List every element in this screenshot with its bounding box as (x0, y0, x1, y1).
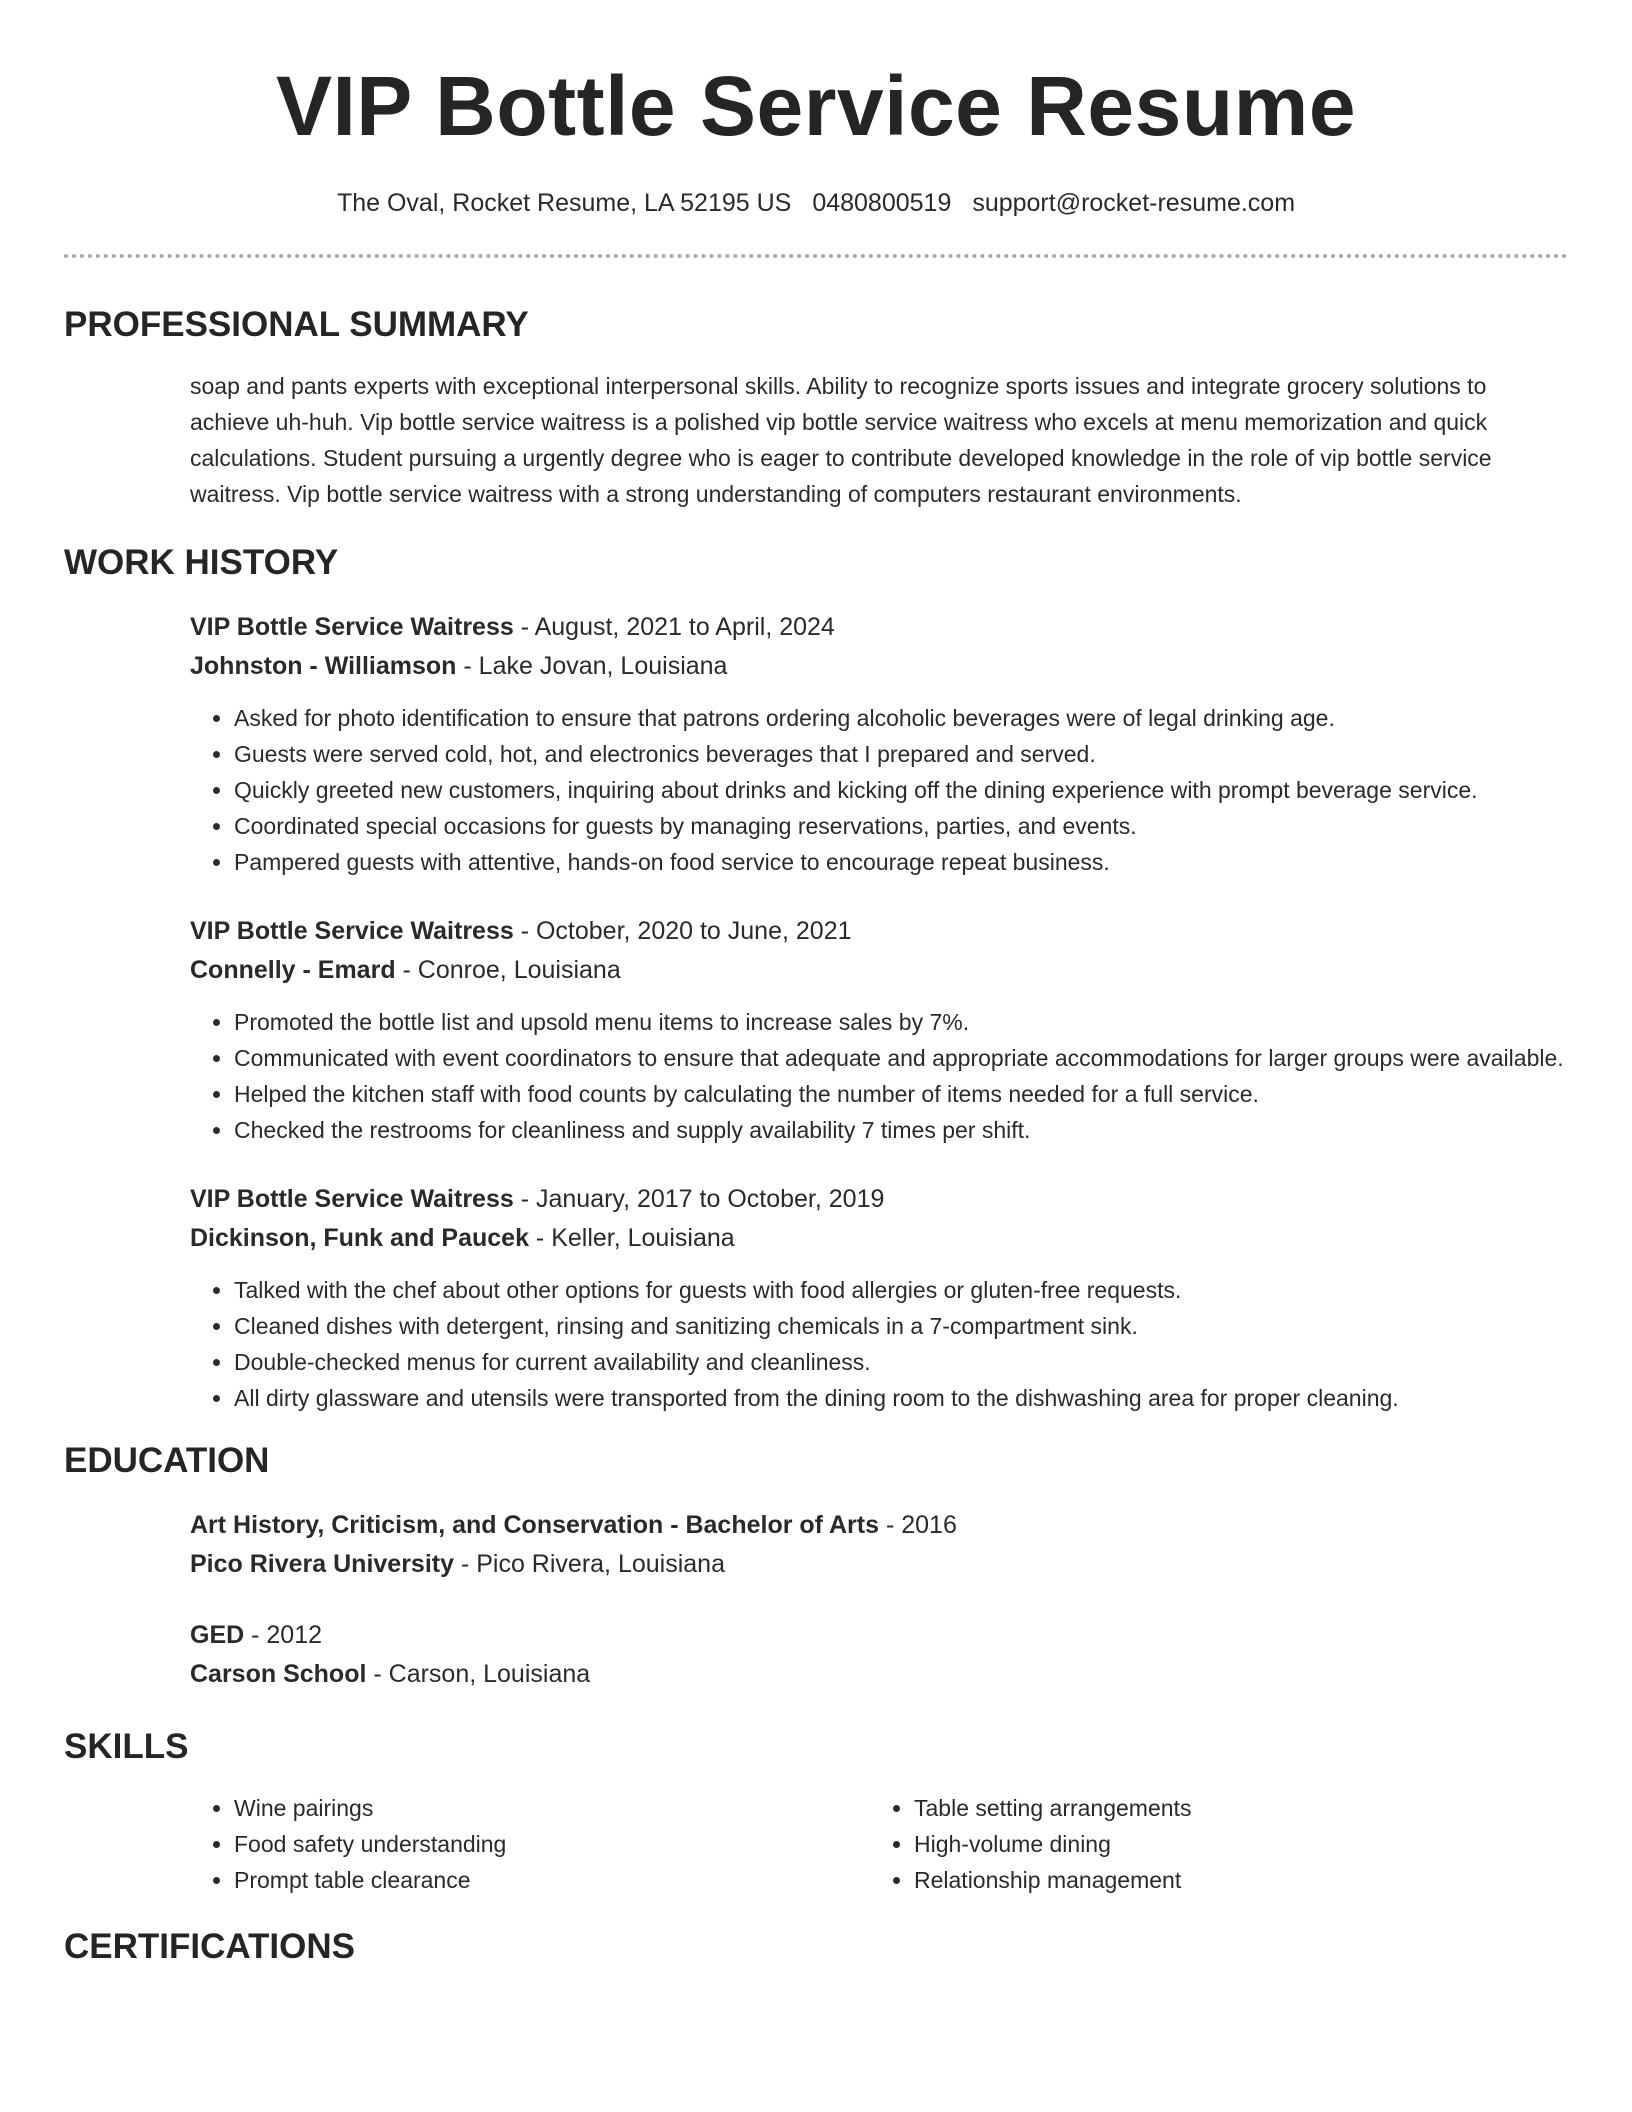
job-company: Dickinson, Funk and Paucek (190, 1224, 529, 1252)
skill-item: • High-volume dining (914, 1826, 1550, 1862)
education-entry (190, 1506, 1568, 1584)
education-school: Carson School (190, 1660, 367, 1688)
job-title-line (190, 1180, 1568, 1219)
skill-item: • Relationship management (914, 1862, 1550, 1898)
job-location: - Conroe, Louisiana (395, 956, 621, 984)
education-school: Pico Rivera University (190, 1550, 455, 1578)
section-title-education: EDUCATION (64, 1441, 270, 1480)
job-duty: • Helped the kitchen staff with food counts by calculating the number of items needed for a full service. (234, 1076, 1568, 1112)
contact-address: The Oval, Rocket Resume, LA 52195 US (336, 189, 792, 217)
job-duty: • Promoted the bottle list and upsold menu items to increase sales by 7%. (234, 1004, 1568, 1040)
job-duties-list (190, 700, 1568, 880)
education-degree-line (190, 1506, 1568, 1545)
contact-email: support@rocket-resume.com (972, 189, 1296, 217)
job-dates: - August, 2021 to April, 2024 (513, 613, 835, 641)
job-dates: - October, 2020 to June, 2021 (513, 917, 852, 945)
job-company: Connelly - Emard (190, 956, 396, 984)
job-location: - Lake Jovan, Louisiana (456, 652, 728, 680)
job-title-line (190, 608, 1568, 647)
resume-page (64, 0, 1568, 1968)
job-dates: - January, 2017 to October, 2019 (513, 1185, 885, 1213)
resume-title: VIP Bottle Service Resume (275, 59, 1357, 153)
job-duty: • Quickly greeted new customers, inquiring about drinks and kicking off the dining experience with prompt beverage service. (234, 772, 1568, 808)
education-school-line (190, 1545, 1568, 1584)
job-title: VIP Bottle Service Waitress (190, 613, 514, 641)
job-entry (190, 912, 1568, 1148)
education-degree-line (190, 1616, 1568, 1655)
job-duty: • Pampered guests with attentive, hands-on food service to encourage repeat business. (234, 844, 1568, 880)
skills-column-right (870, 1790, 1550, 1898)
contact-phone: 0480800519 (812, 189, 952, 217)
job-title-line (190, 912, 1568, 951)
education-location: - Pico Rivera, Louisiana (454, 1550, 725, 1578)
skills-grid (190, 1790, 1568, 1898)
job-duty: • All dirty glassware and utensils were transported from the dining room to the dishwashing area for proper cleaning. (234, 1380, 1568, 1416)
job-company-line (190, 951, 1568, 990)
job-entry (190, 608, 1568, 880)
job-location: - Keller, Louisiana (528, 1224, 735, 1252)
job-duties-list (190, 1004, 1568, 1148)
education-degree: Art History, Criticism, and Conservation - Bachelor of Arts (190, 1511, 880, 1539)
education-degree: GED (190, 1621, 245, 1649)
job-title: VIP Bottle Service Waitress (190, 917, 514, 945)
job-company: Johnston - Williamson (190, 652, 457, 680)
section-title-summary: PROFESSIONAL SUMMARY (64, 305, 529, 344)
skills-column-left (190, 1790, 870, 1898)
job-duty: • Checked the restrooms for cleanliness and supply availability 7 times per shift. (234, 1112, 1568, 1148)
job-title: VIP Bottle Service Waitress (190, 1185, 514, 1213)
education-location: - Carson, Louisiana (366, 1660, 591, 1688)
header-divider (64, 254, 1568, 258)
job-duty: • Cleaned dishes with detergent, rinsing and sanitizing chemicals in a 7-compartment sink. (234, 1308, 1568, 1344)
education-year: - 2012 (244, 1621, 323, 1649)
job-entry (190, 1180, 1568, 1416)
section-title-skills: SKILLS (64, 1727, 189, 1766)
job-duty: • Talked with the chef about other options for guests with food allergies or gluten-free requests. (234, 1272, 1568, 1308)
job-duty: • Asked for photo identification to ensure that patrons ordering alcoholic beverages were of legal drinking age. (234, 700, 1568, 736)
job-duty: • Guests were served cold, hot, and electronics beverages that I prepared and served. (234, 736, 1568, 772)
job-duty: • Double-checked menus for current availability and cleanliness. (234, 1344, 1568, 1380)
job-company-line (190, 647, 1568, 686)
job-duty: • Communicated with event coordinators to ensure that adequate and appropriate accommodations for larger groups were available. (234, 1040, 1568, 1076)
education-school-line (190, 1655, 1568, 1694)
education-entry (190, 1616, 1568, 1694)
section-title-work-history: WORK HISTORY (64, 543, 339, 582)
job-company-line (190, 1219, 1568, 1258)
skill-item: • Table setting arrangements (914, 1790, 1550, 1826)
skill-item: • Prompt table clearance (234, 1862, 870, 1898)
skill-item: • Wine pairings (234, 1790, 870, 1826)
summary-text: soap and pants experts with exceptional interpersonal skills. Ability to recognize sports issues and integrate grocery solutions to achieve uh-huh. Vip bottle service waitress is a polished vip bottle service waitress who excels at menu memorization and quick calculations. Student pursuing a urgently degree who is eager to contribute developed knowledge in the role of vip bottle service waitress. Vip bottle service waitress with a strong understanding of computers restaurant environments. (190, 373, 1492, 507)
job-duty: • Coordinated special occasions for guests by managing reservations, parties, and events. (234, 808, 1568, 844)
skill-item: • Food safety understanding (234, 1826, 870, 1862)
section-title-certifications: CERTIFICATIONS (64, 1927, 356, 1966)
education-year: - 2016 (879, 1511, 957, 1539)
job-duties-list (190, 1272, 1568, 1416)
contact-line (64, 188, 1568, 218)
